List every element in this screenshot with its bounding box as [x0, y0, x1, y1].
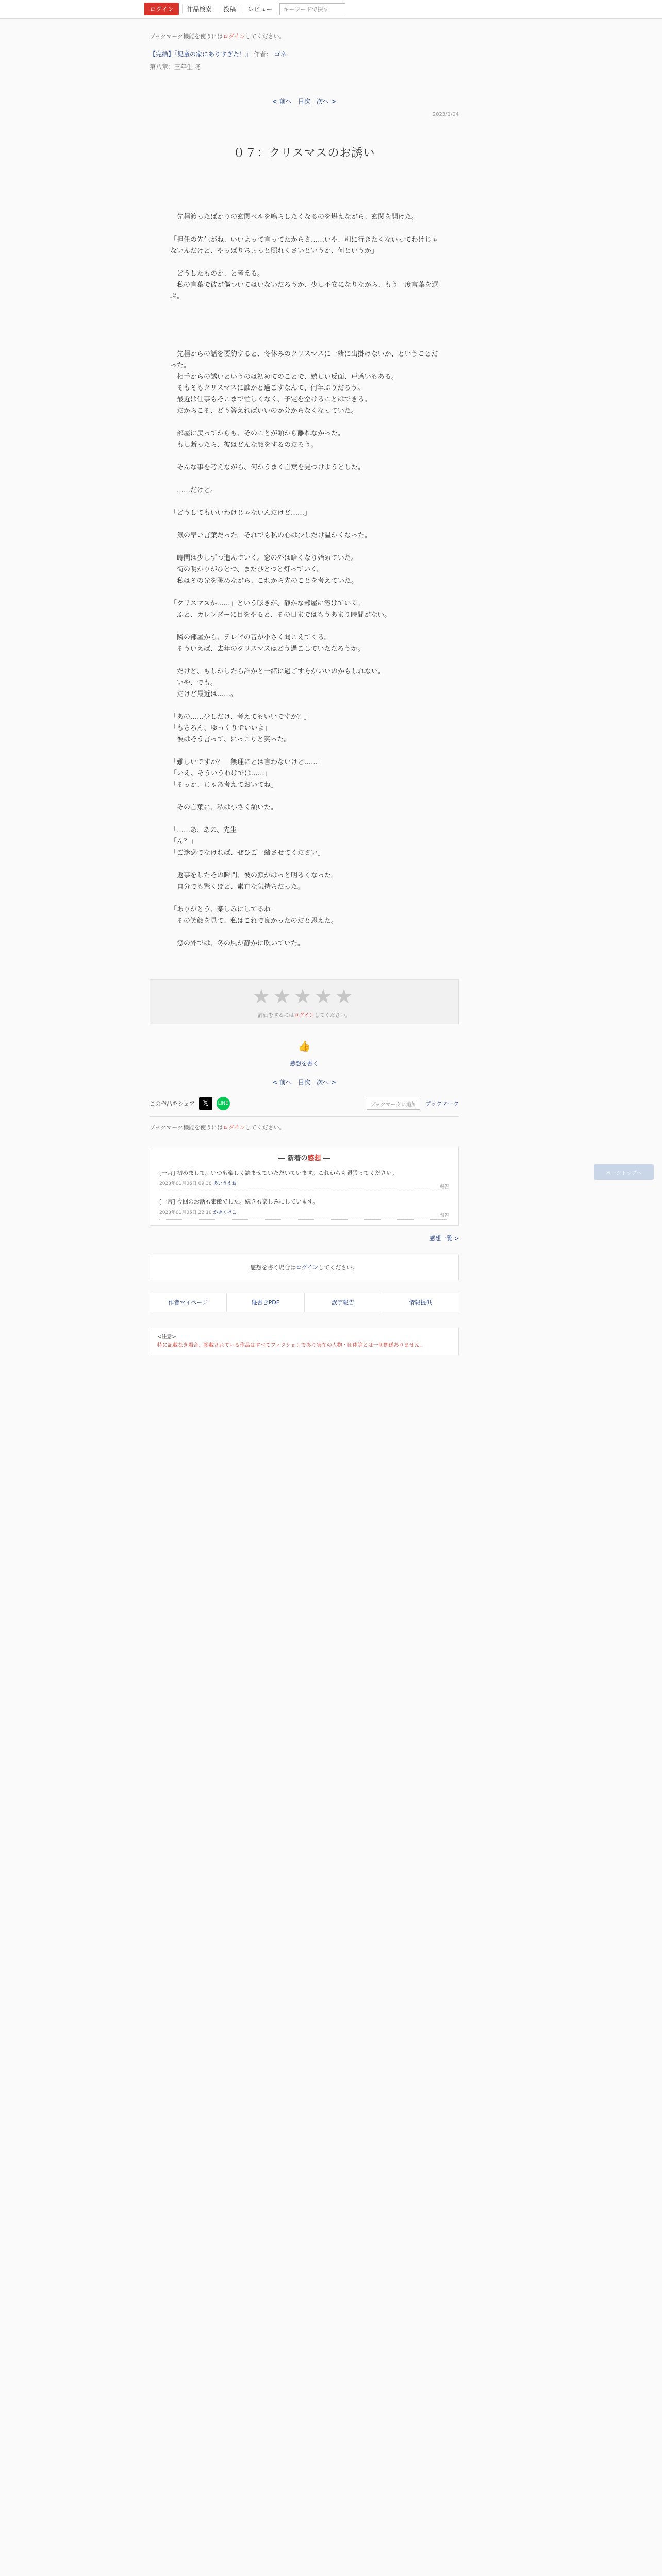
- paragraph: 「……あ、あの、先生」 「ん？」 「ご迷惑でなければ、ぜひご一緒させてください」: [170, 826, 325, 857]
- toc-link[interactable]: 目次: [297, 98, 310, 105]
- pdf-link[interactable]: 縦書きPDF: [226, 1293, 304, 1312]
- x-share-icon[interactable]: 𝕏: [199, 1097, 212, 1110]
- notice-login-link[interactable]: ログイン: [223, 33, 245, 40]
- typo-report-link[interactable]: 誤字報告: [304, 1293, 382, 1312]
- series-info: [150, 49, 459, 58]
- footer-links: [150, 1293, 459, 1312]
- review-author-link[interactable]: あいうえお: [213, 1181, 237, 1187]
- attention-text: 特に記載なき場合、掲載されている作品はすべてフィクションであり実在の人物・団体等とは一切関係ありません。: [157, 1343, 425, 1348]
- rating-stars[interactable]: ★★★★★: [252, 985, 356, 1008]
- paragraph: そんな事を考えながら、何かうまく言葉を見つけようとした。: [170, 464, 365, 471]
- review-meta: [159, 1209, 449, 1215]
- notice-prefix: ブックマーク機能を使うには: [150, 1124, 223, 1131]
- bookmark-notice-bottom: [150, 1123, 459, 1131]
- info-report-link[interactable]: 情報提供: [382, 1293, 459, 1312]
- paragraph: 先程渡ったばかりの玄関ベルを鳴らしたくなるのを堪えながら、玄関を開けた。: [170, 213, 419, 221]
- reviews-title-mark: 感想: [307, 1155, 321, 1162]
- bookmark-link[interactable]: ブックマーク: [425, 1100, 459, 1107]
- rating-login-link[interactable]: ログイン: [294, 1013, 315, 1019]
- review-date: 2023年01月06日 09:38: [159, 1181, 212, 1187]
- paragraph: 気の早い言葉だった。それでも私の心は少しだけ温かくなった。: [170, 532, 372, 539]
- write-review-login-link[interactable]: ログイン: [295, 1264, 319, 1271]
- rating-note-prefix: 評価をするには: [258, 1013, 294, 1019]
- share-left: [150, 1097, 230, 1110]
- report-link[interactable]: 報告: [439, 1213, 449, 1218]
- attention-label: <注意>: [157, 1334, 176, 1340]
- rating-note: [155, 1011, 453, 1019]
- report-link[interactable]: 報告: [439, 1184, 449, 1190]
- review-date: 2023年01月05日 22:10: [159, 1210, 212, 1215]
- next-link-bottom[interactable]: 次へ >: [317, 1079, 336, 1086]
- share-right: [367, 1098, 459, 1110]
- paragraph: 窓の外では、冬の風が静かに吹いていた。: [170, 940, 305, 947]
- review-item: [159, 1197, 449, 1220]
- page-top-button[interactable]: ページトップへ: [594, 1164, 654, 1180]
- novel-body: [150, 212, 459, 950]
- attention-box: [150, 1328, 459, 1355]
- author-page-link[interactable]: 作者マイページ: [168, 1299, 208, 1306]
- author-link[interactable]: ゴネ: [274, 50, 287, 58]
- episode-title: ０７：クリスマスのお誘い: [233, 147, 375, 160]
- paragraph: 先程からの話を要約すると、冬休みのクリスマスに一緒に出掛けないか、ということだった。 相手からの誘いというのは初めてのことで、嬉しい反面、戸惑いもある。 そもそもクリスマスに誰かと過ごすなんて、何年ぶりだろう。 最近は仕事もそこまで忙しくなく、予定を空けることはできる。 だからこそ、どう答えればいいのか分からなくなっていた。: [170, 350, 438, 415]
- paragraph: だけど、もしかしたら誰かと一緒に過ごす方がいいのかもしれない。 いや、でも。 だけど最近は……。: [177, 668, 385, 698]
- pager-top: [150, 97, 459, 106]
- pager-bottom: [150, 1078, 459, 1087]
- post-date: 2023/1/04: [432, 112, 459, 117]
- write-review-prefix: 感想を書く場合は: [250, 1264, 296, 1271]
- paragraph: 部屋に戻ってからも、そのことが頭から離れなかった。 もし断ったら、彼はどんな顔をするのだろう。: [177, 430, 345, 449]
- add-bookmark-box[interactable]: ブックマークに追加: [367, 1098, 420, 1110]
- review-text: [一言] 今回のお話も素敵でした。続きも楽しみにしています。: [159, 1198, 319, 1205]
- next-link[interactable]: 次へ >: [317, 98, 336, 105]
- paragraph: 時間は少しずつ進んでいく。窓の外は暗くなり始めていた。 街の明かりがひとつ、またひとつと灯っていく。 私はその光を眺めながら、これから先のことを考えていた。: [177, 554, 358, 585]
- notice-prefix: ブックマーク機能を使うには: [150, 33, 223, 40]
- rating-box: [150, 979, 459, 1024]
- paragraph: 返事をしたその瞬間、彼の顔がぱっと明るくなった。 自分でも驚くほど、素直な気持ちだった。: [177, 872, 338, 891]
- paragraph: 隣の部屋から、テレビの音が小さく聞こえてくる。 そういえば、去年のクリスマスはどう過ごしていただろうか。: [177, 634, 365, 653]
- chapter-title: 第八章：三年生 冬: [150, 63, 201, 71]
- prev-link[interactable]: < 前へ: [272, 98, 292, 105]
- review-meta: [159, 1180, 449, 1187]
- bookmark-notice: [150, 32, 459, 40]
- review-item: [159, 1168, 449, 1191]
- paragraph: 「難しいですか？ 無理にとは言わないけど……」 「いえ、そういうわけでは……」 「そっか、じゃあ考えておいてね」: [170, 758, 325, 789]
- reviews-title-suffix: ―: [321, 1155, 330, 1162]
- latest-reviews: [150, 1147, 459, 1226]
- paragraph: 「どうしてもいいわけじゃないんだけど……」: [170, 509, 311, 517]
- prev-link-bottom[interactable]: < 前へ: [272, 1079, 292, 1086]
- reviews-more-link[interactable]: 感想一覧 >: [429, 1235, 459, 1242]
- top-navbar: [0, 0, 662, 19]
- paragraph: ……だけど。: [170, 486, 218, 494]
- review-text: [一言] 初めまして。いつも楽しく読ませていただいています。これからも頑張ってください。: [159, 1170, 398, 1176]
- paragraph: 「クリスマスか……」という呟きが、静かな部屋に溶けていく。 ふと、カレンダーに目をやると、その日まではもうあまり時間がない。: [170, 600, 391, 619]
- review-author-link[interactable]: かきくけこ: [213, 1210, 237, 1215]
- write-review-suffix: してください。: [318, 1264, 358, 1271]
- paragraph: 「ありがとう、楽しみにしてるね」 その笑顔を見て、私はこれで良かったのだと思えた。: [170, 906, 338, 925]
- nav-review[interactable]: レビュー: [243, 5, 276, 13]
- write-review-box: [150, 1255, 459, 1280]
- main-content: [150, 32, 459, 1355]
- reaction-label[interactable]: 感想を書く: [290, 1060, 319, 1067]
- author-caption: 作者：: [253, 50, 272, 58]
- rating-note-suffix: してください。: [314, 1013, 351, 1019]
- notice-login-link-bottom[interactable]: ログイン: [223, 1124, 245, 1131]
- line-share-icon[interactable]: LINE: [217, 1097, 230, 1110]
- paragraph: その言葉に、私は小さく頷いた。: [170, 804, 278, 811]
- share-label: この作品をシェア: [150, 1100, 195, 1107]
- toc-link-bottom[interactable]: 目次: [297, 1079, 310, 1086]
- reviews-title-prefix: ― 新着の: [278, 1155, 308, 1162]
- nav-post[interactable]: 投稿: [219, 5, 240, 13]
- notice-suffix: してください。: [245, 1124, 285, 1131]
- login-button[interactable]: ログイン: [144, 3, 179, 15]
- notice-suffix: してください。: [245, 33, 285, 40]
- reviews-heading: [159, 1153, 449, 1162]
- search-input[interactable]: キーワードで探す: [279, 3, 345, 15]
- share-row: [150, 1097, 459, 1110]
- thumbs-up-icon[interactable]: 👍: [297, 1040, 311, 1052]
- paragraph: 「あの……少しだけ、考えてもいいですか？」 「もちろん、ゆっくりでいいよ」 彼はそう言って、にっこりと笑った。: [170, 713, 311, 743]
- nav-search[interactable]: 作品検索: [182, 5, 216, 13]
- series-title-link[interactable]: 【完結】『児童の家にありすぎた！』: [150, 50, 252, 58]
- divider: [150, 1116, 459, 1117]
- paragraph: 「担任の先生がね、いいよって言ってたからさ……いや、別に行きたくないってわけじゃないんだけど、やっぱりちょっと照れくさいというか、何というか」 どうしたものか、と考える。 私の言葉で彼が傷ついてはいないだろうか、少し不安になりながら、もう一度言葉を選ぶ。: [170, 236, 439, 300]
